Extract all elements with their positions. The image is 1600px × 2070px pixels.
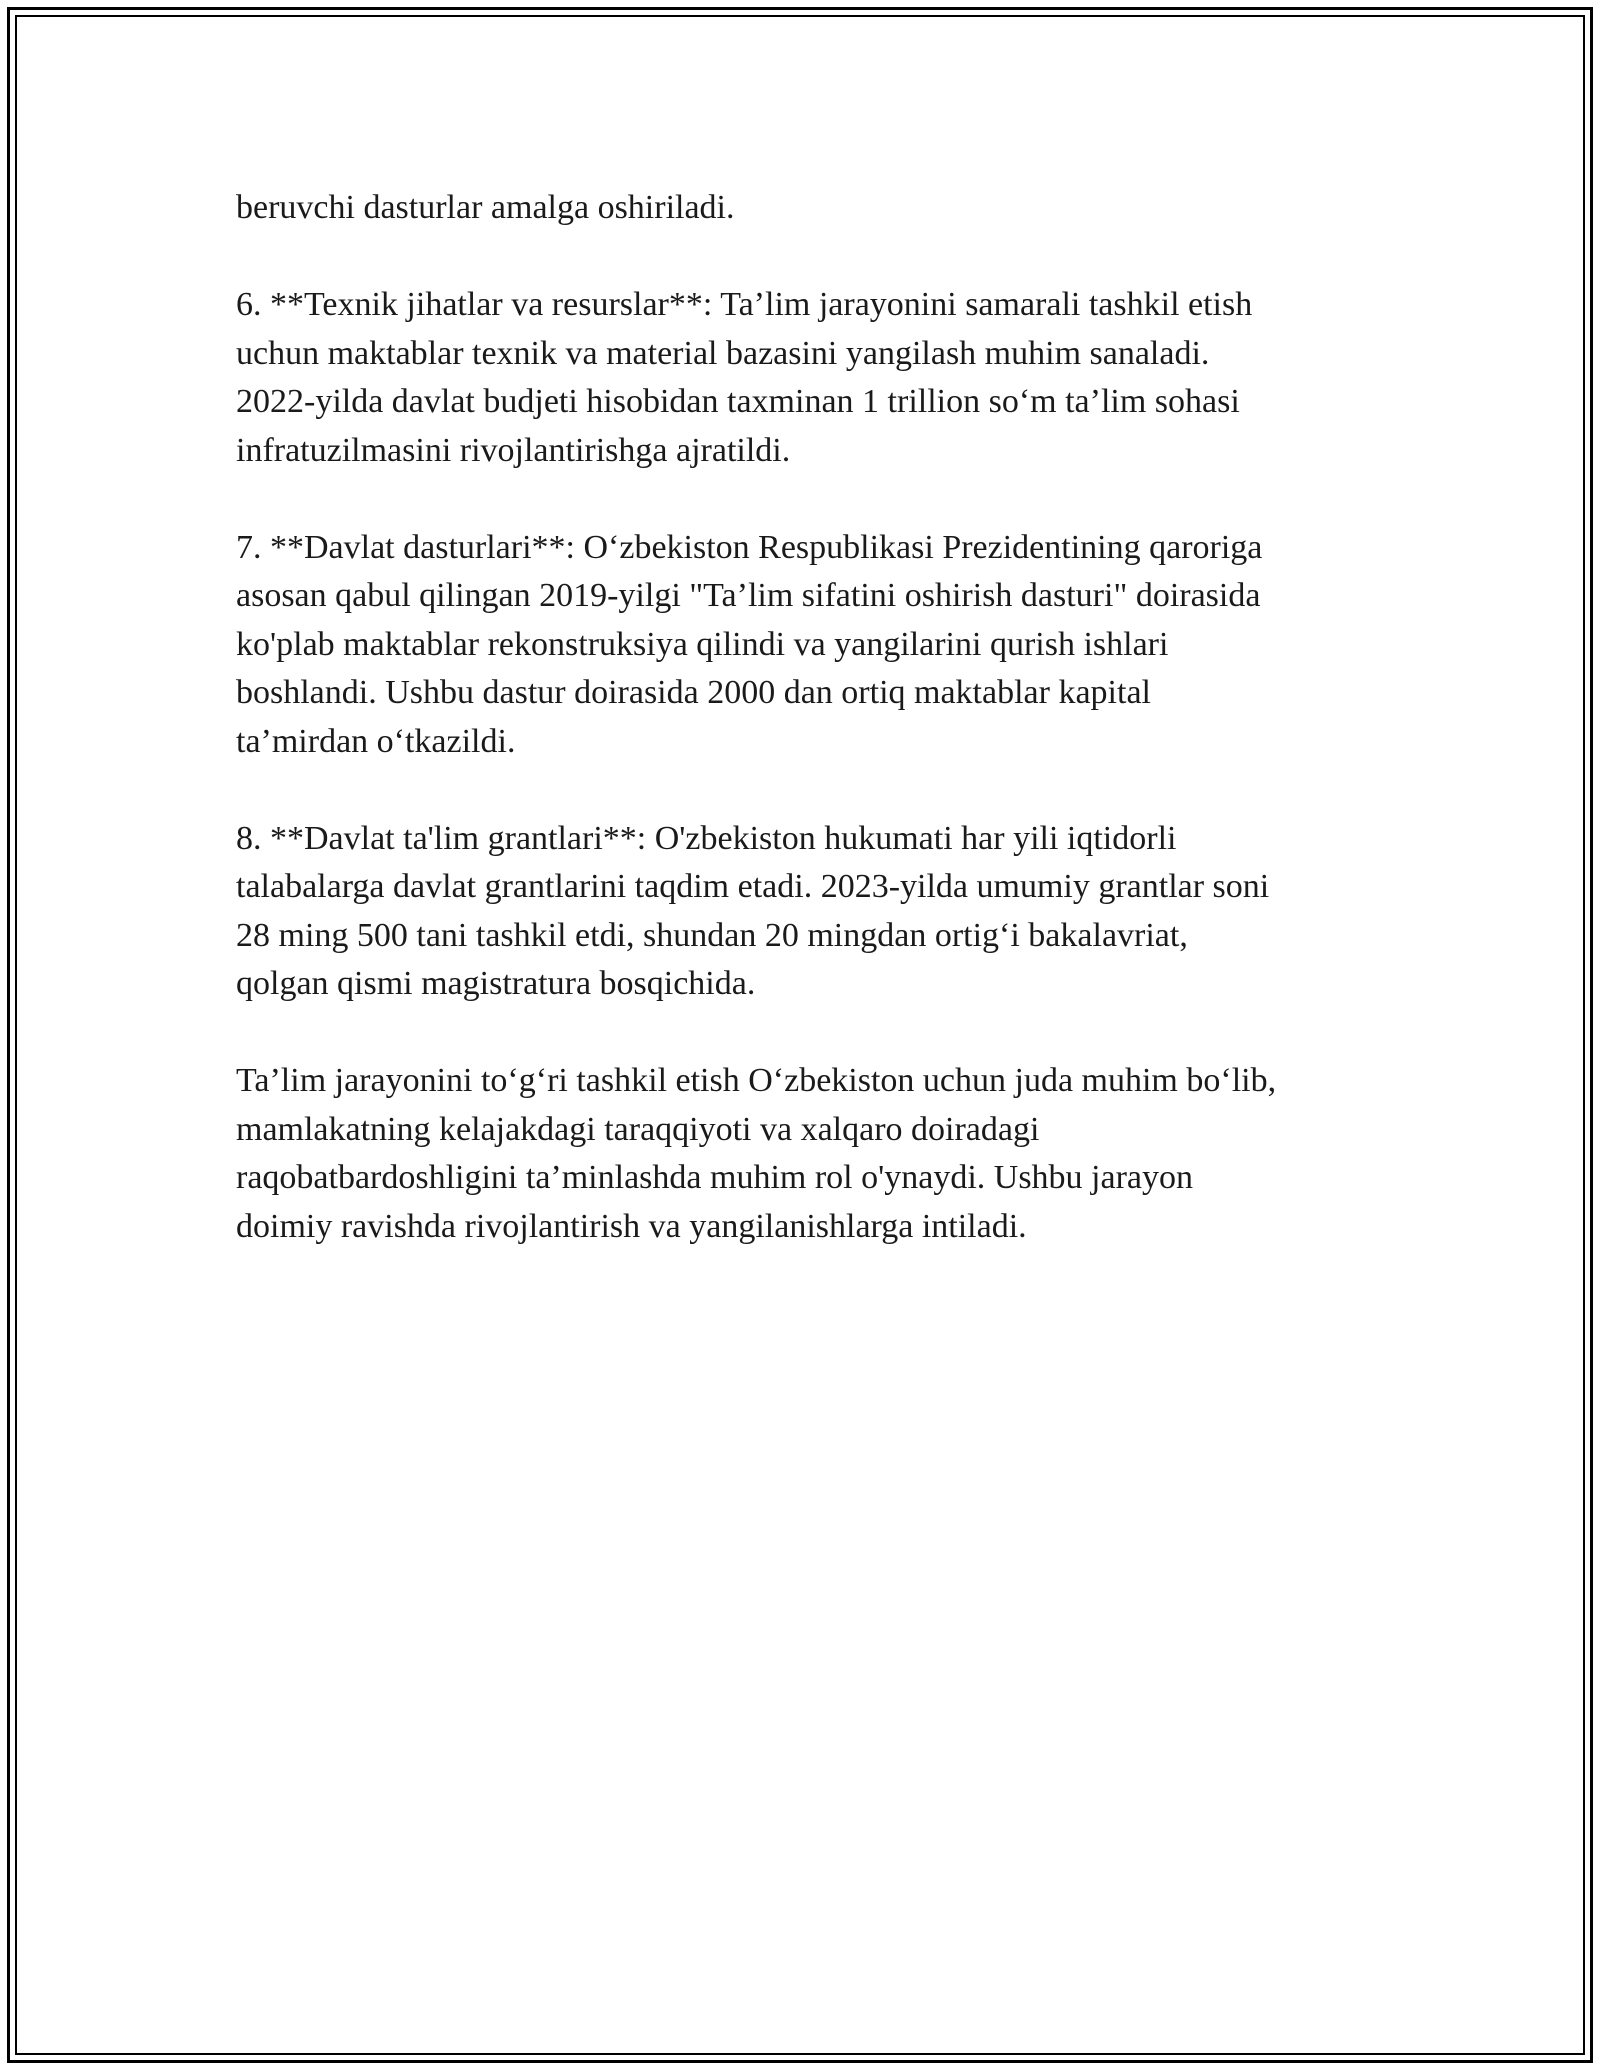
- text-line: ta’mirdan o‘tkazildi.: [236, 722, 516, 760]
- text-line: raqobatbardoshligini ta’minlashda muhim rol o'ynaydi. Ushbu jarayon: [236, 1159, 1193, 1196]
- text-line: talabalarga davlat grantlarini taqdim etadi. 2023-yilda umumiy grantlar soni: [236, 868, 1270, 905]
- paragraph-item-7: [236, 524, 1376, 767]
- text-line: doimiy ravishda rivojlantirish va yangilanishlarga intiladi.: [236, 1207, 1027, 1245]
- text-line: uchun maktablar texnik va material bazasini yangilash muhim sanaladi.: [236, 334, 1210, 372]
- text-line: boshlandi. Ushbu dastur doirasida 2000 dan ortiq maktablar kapital: [236, 674, 1151, 711]
- paragraph-conclusion: [236, 1057, 1376, 1251]
- text-line: ko'plab maktablar rekonstruksiya qilindi va yangilarini qurish ishlari: [236, 625, 1169, 663]
- document-body: [236, 184, 1376, 1300]
- text-line: 6. **Texnik jihatlar va resurslar**: Ta’lim jarayonini samarali tashkil etish: [236, 286, 1253, 323]
- text-line: asosan qabul qilingan 2019-yilgi "Ta’lim sifatini oshirish dasturi" doirasida: [236, 577, 1261, 614]
- text-line: infratuzilmasini rivojlantirishga ajratildi.: [236, 431, 791, 469]
- text-line: Ta’lim jarayonini to‘g‘ri tashkil etish O‘zbekiston uchun juda muhim bo‘lib,: [236, 1062, 1277, 1099]
- text-line: 8. **Davlat ta'lim grantlari**: O'zbekiston hukumati har yili iqtidorli: [236, 819, 1177, 857]
- text-line: 2022-yilda davlat budjeti hisobidan taxminan 1 trillion so‘m ta’lim sohasi: [236, 383, 1240, 420]
- text-line: 28 ming 500 tani tashkil etdi, shundan 20 mingdan ortig‘i bakalavriat,: [236, 916, 1188, 954]
- text-line: mamlakatning kelajakdagi taraqqiyoti va xalqaro doiradagi: [236, 1110, 1040, 1148]
- paragraph-intro-tail: [236, 184, 1376, 233]
- text-line: qolgan qismi magistratura bosqichida.: [236, 965, 756, 1002]
- paragraph-item-8: [236, 815, 1376, 1009]
- text-line: beruvchi dasturlar amalga oshiriladi.: [236, 189, 735, 226]
- paragraph-item-6: [236, 281, 1376, 475]
- text-line: 7. **Davlat dasturlari**: O‘zbekiston Respublikasi Prezidentining qaroriga: [236, 528, 1263, 566]
